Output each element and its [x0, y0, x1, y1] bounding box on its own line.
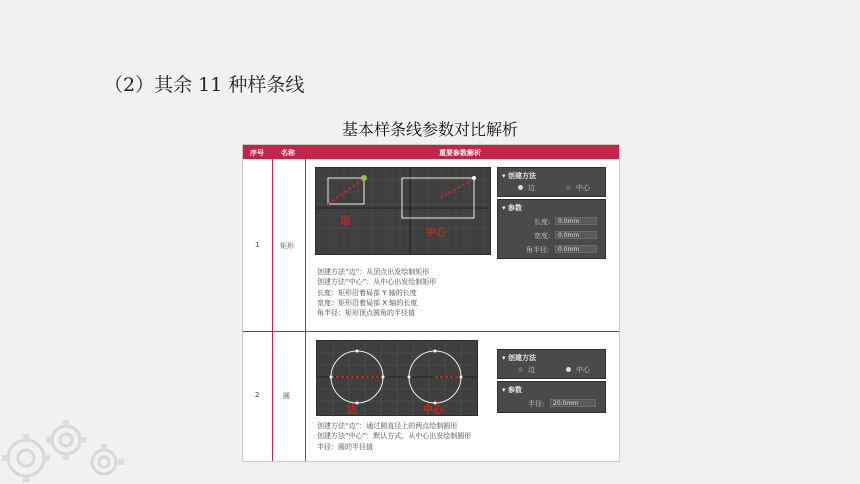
column-divider	[305, 145, 306, 461]
center-option-label: 中心	[576, 184, 590, 192]
width-label: 宽度:	[534, 232, 551, 240]
create-method-title: ▾ 创建方法	[502, 354, 536, 362]
section-heading: （2）其余 11 种样条线	[104, 74, 305, 96]
description-line: 长度：矩形沿着局部 Y 轴的长度	[317, 288, 417, 297]
parameter-table	[242, 144, 620, 462]
description-line: 创建方法“中心”：默认方式，从中心出发绘制圆形	[317, 432, 472, 441]
row-name: 圆	[283, 392, 290, 400]
circle-viewport	[316, 340, 478, 416]
header-index: 序号	[250, 149, 264, 157]
corner-radius-spinner[interactable]: 0.0mm	[555, 245, 597, 253]
edge-radio[interactable]	[518, 367, 523, 372]
gears-icon	[0, 400, 150, 484]
row-description	[317, 421, 471, 452]
description-line: 宽度：矩形沿着局部 X 轴的长度	[317, 298, 418, 307]
corner-radius-label: 角半径:	[526, 246, 550, 254]
row-name: 矩形	[280, 242, 294, 250]
column-divider	[272, 145, 273, 461]
create-method-rollout[interactable]	[497, 167, 606, 197]
header-params: 重要参数解析	[439, 149, 481, 157]
edge-option-label: 边	[528, 184, 535, 192]
label-edge: 边	[347, 405, 357, 416]
parameters-title: ▾ 参数	[502, 386, 522, 394]
description-line: 半径：圆的半径值	[317, 442, 373, 451]
length-spinner[interactable]: 0.0mm	[555, 217, 597, 225]
center-radio[interactable]	[566, 185, 571, 190]
center-option-label: 中心	[576, 366, 590, 374]
row-index: 1	[255, 241, 260, 249]
label-center: 中心	[423, 405, 443, 416]
row-divider	[243, 331, 619, 332]
table-title: 基本样条线参数对比解析	[341, 120, 518, 139]
description-line: 创建方法“中心”：从中心出发绘制矩形	[317, 278, 437, 287]
circle-viewport-graphic	[317, 341, 477, 415]
center-radio[interactable]	[566, 367, 571, 372]
parameters-title: ▾ 参数	[502, 204, 522, 212]
description-line: 创建方法“边”：通过圆直径上的两点绘制圆形	[317, 422, 458, 430]
description-line: 角半径：矩形顶点圆角的半径值	[317, 309, 415, 318]
width-spinner[interactable]: 0.0mm	[555, 231, 597, 239]
row-index: 2	[255, 391, 260, 399]
radius-label: 半径:	[528, 400, 545, 408]
label-edge: 边	[340, 216, 350, 227]
row-description	[317, 267, 436, 318]
parameters-rollout[interactable]	[497, 199, 606, 259]
create-method-title: ▾ 创建方法	[502, 172, 536, 180]
edge-radio[interactable]	[518, 185, 523, 190]
parameters-rollout[interactable]	[497, 381, 606, 413]
description-line: 创建方法“边”：从顶点出发绘制矩形	[317, 268, 430, 276]
edge-option-label: 边	[528, 366, 535, 374]
header-name: 名称	[281, 149, 295, 157]
radius-spinner[interactable]: 20.0mm	[550, 399, 596, 407]
create-method-rollout[interactable]	[497, 349, 606, 379]
table-header	[243, 145, 619, 159]
rectangle-viewport	[315, 167, 491, 255]
length-label: 长度:	[534, 218, 551, 226]
rectangle-viewport-graphic	[316, 168, 490, 254]
label-center: 中心	[426, 228, 446, 239]
